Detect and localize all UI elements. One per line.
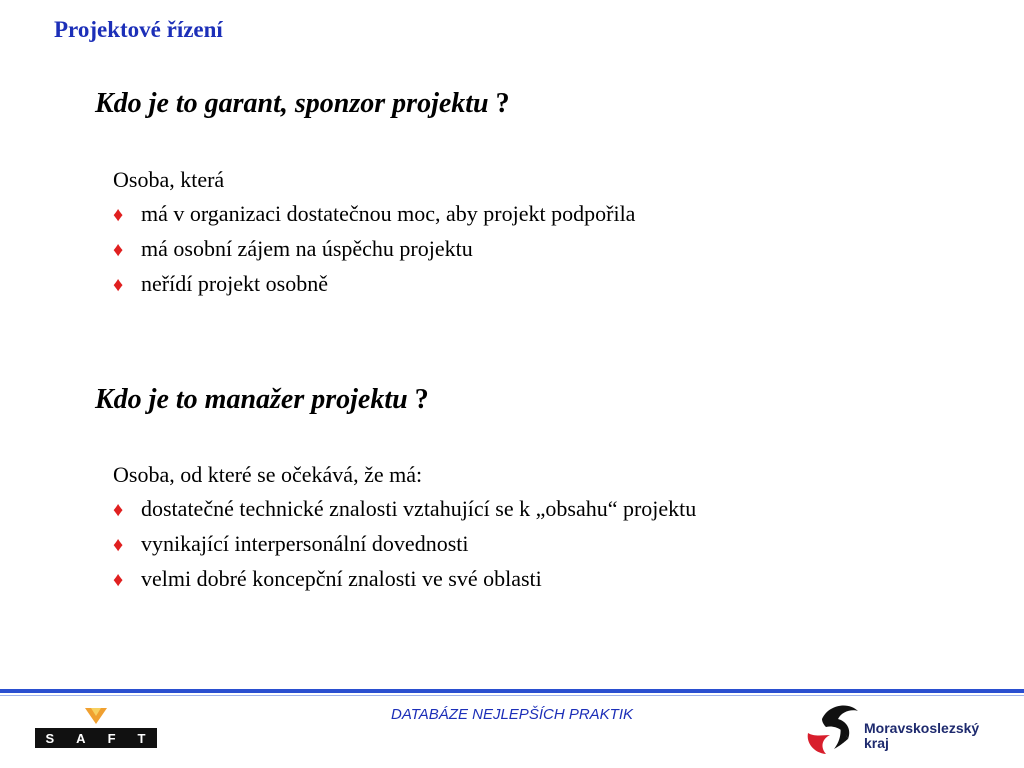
section1-question-text: Kdo je to garant, sponzor projektu <box>95 88 489 119</box>
section2-question <box>95 384 429 416</box>
diamond-bullet-icon: ♦ <box>113 534 124 556</box>
saft-logo <box>35 708 157 750</box>
list-item <box>113 562 696 597</box>
footer-divider <box>0 689 1024 693</box>
diamond-bullet-icon: ♦ <box>113 239 124 261</box>
section1-body <box>113 163 635 302</box>
msk-logo-text <box>864 721 979 751</box>
section2-question-mark: ? <box>414 384 429 415</box>
list-item-text: neřídí projekt osobně <box>141 271 328 296</box>
list-item <box>113 527 696 562</box>
moravskoslezsky-kraj-logo <box>802 697 1002 759</box>
section2-body <box>113 458 696 597</box>
list-item-text: má osobní zájem na úspěchu projektu <box>141 236 473 261</box>
section2-question-text: Kdo je to manažer projektu <box>95 384 408 415</box>
diamond-bullet-icon: ♦ <box>113 204 124 226</box>
diamond-bullet-icon: ♦ <box>113 274 124 296</box>
slide-header-title: Projektové řízení <box>54 17 223 42</box>
diamond-bullet-icon: ♦ <box>113 499 124 521</box>
diamond-bullet-icon: ♦ <box>113 569 124 591</box>
saft-letter: T <box>137 730 147 746</box>
list-item-text: dostatečné technické znalosti vztahující se k „obsahu“ projektu <box>141 496 697 521</box>
section2-intro: Osoba, od které se očekává, že má: <box>113 462 423 487</box>
saft-letter: S <box>45 730 56 746</box>
section1-question <box>95 88 510 120</box>
saft-letter: A <box>76 730 87 746</box>
orange-triangle-logo-icon <box>85 708 107 726</box>
section1-intro: Osoba, která <box>113 167 225 192</box>
list-item <box>113 232 635 267</box>
msk-logo-line1: Moravskoslezský <box>864 720 980 736</box>
msk-region-emblem-icon <box>802 699 862 757</box>
list-item <box>113 492 696 527</box>
list-item-text: velmi dobré koncepční znalosti ve své oblasti <box>141 566 542 591</box>
footer-divider-thin <box>0 695 1024 696</box>
msk-logo-line2: kraj <box>864 735 889 751</box>
footer-caption: DATABÁZE NEJLEPŠÍCH PRAKTIK <box>391 706 633 723</box>
saft-logo-bar <box>35 728 157 748</box>
list-item-text: má v organizaci dostatečnou moc, aby projekt podpořila <box>141 201 636 226</box>
saft-letter: F <box>107 730 117 746</box>
list-item <box>113 197 635 232</box>
section1-question-mark: ? <box>495 88 510 119</box>
list-item <box>113 267 635 302</box>
list-item-text: vynikající interpersonální dovednosti <box>141 531 469 556</box>
